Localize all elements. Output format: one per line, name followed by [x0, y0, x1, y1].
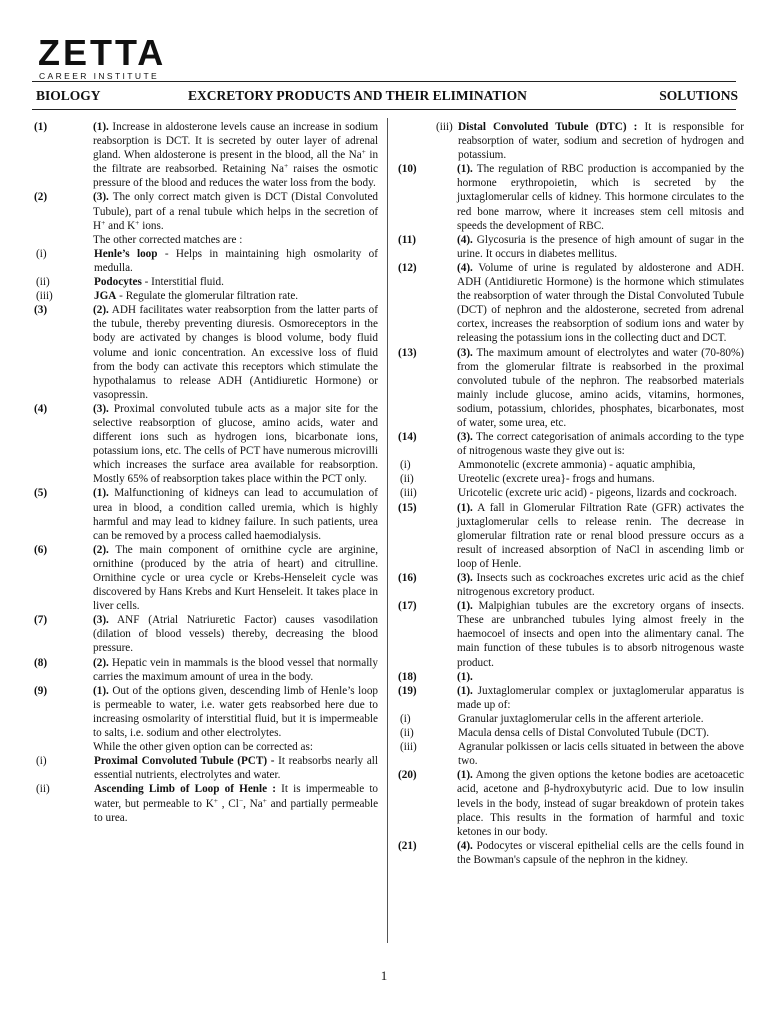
- answer-option: (1).: [93, 684, 109, 697]
- question-number: (21): [398, 839, 417, 852]
- sub-point: [398, 486, 744, 500]
- header-rule-bottom: [32, 109, 736, 110]
- explanation-text: Glycosuria is the presence of high amount of sugar in the urine. It occurs in diabetes mellitus.: [457, 233, 744, 260]
- answer-option: (4).: [457, 261, 473, 274]
- solution-item: [398, 571, 744, 599]
- sub-point: [398, 740, 744, 768]
- question-number: (19): [398, 684, 417, 697]
- left-column: [34, 120, 378, 825]
- solution-item: [398, 599, 744, 669]
- question-number: (4): [34, 402, 48, 415]
- answer-option: (4).: [457, 233, 473, 246]
- sub-point: [398, 726, 744, 740]
- sub-point-text: Macula densa cells of Distal Convoluted Tubule (DCT).: [458, 727, 710, 740]
- question-number: (17): [398, 600, 417, 613]
- solution-item: [398, 839, 744, 867]
- question-number: (6): [34, 543, 48, 556]
- sub-point-text: It is responsible for reabsorption of water, sodium and secretion of hydrogen and potassium.: [458, 121, 744, 162]
- solution-item: [398, 501, 744, 571]
- right-column: [398, 120, 744, 867]
- sub-point-label: (iii): [400, 487, 417, 500]
- sub-point: [398, 458, 744, 472]
- sub-point-text: Ammonotelic (excrete ammonia) - aquatic amphibia,: [458, 459, 696, 472]
- header-rule-top: [32, 81, 736, 82]
- sub-point-label: (ii): [36, 783, 50, 796]
- sub-point-label: (iii): [36, 290, 53, 303]
- sub-point-label: (i): [36, 755, 47, 768]
- explanation-text: Podocytes or visceral epithelial cells are the cells found in the Bowman's capsule of the nephron in the kidney.: [457, 839, 745, 866]
- explanation-text: Out of the options given, descending limb of Henle’s loop is permeable to water, i.e. water gets reabsorbed here due to increasing osmolarity of interstitial fluid, but it is impermeable to salts, i.e. sodium and other electrolytes.: [93, 684, 379, 740]
- sub-point-label: (ii): [36, 276, 50, 289]
- explanation-note: The other corrected matches are :: [93, 233, 243, 246]
- solution-item: [398, 233, 744, 261]
- explanation-text: Juxtaglomerular complex or juxtaglomerular apparatus is made up of:: [457, 684, 744, 711]
- charge-sign: +: [283, 161, 289, 171]
- explanation-text: Volume of urine is regulated by aldosterone and ADH. ADH (Antidiuretic Hormone) is the hormone which stimulates the reabsorption of water through the Distal Convoluted Tubule (DCT) of nephron and the aldosterone, secreted from adrenal cortex, increases the reabsorption of sodium ions and water by releasing the potassium ions in the collecting duct and DCT.: [457, 261, 744, 345]
- sub-point-label: (i): [400, 459, 411, 472]
- sub-point: [398, 472, 744, 486]
- answer-option: (3).: [93, 191, 109, 204]
- solution-item: [398, 346, 744, 431]
- question-number: (14): [398, 431, 417, 444]
- explanation-text: Malfunctioning of kidneys can lead to accumulation of urea in blood, a condition called uremia, which is highly harmful and may lead to kidney failure. In such patients, urea can be removed by a process called haemodialysis.: [93, 487, 378, 542]
- sub-point-text: It is impermeable to water, but permeable to K+ , Cl−, Na+ and partially permeable to urea.: [94, 783, 379, 824]
- charge-sign: +: [101, 217, 106, 227]
- sub-point: [34, 275, 378, 289]
- sub-point: [34, 289, 378, 303]
- explanation-text: The regulation of RBC production is accompanied by the hormone erythropoietin, which is secreted by the juxtaglomerular cells of kidney. This hormone circulates to the red bone marrow, where it increases stem cell mitosis and speeds the development of RBC.: [457, 163, 744, 232]
- answer-option: (1).: [457, 684, 473, 697]
- chapter-title: EXCRETORY PRODUCTS AND THEIR ELIMINATION: [188, 88, 527, 103]
- answer-option: (3).: [93, 614, 109, 627]
- explanation-text: A fall in Glomerular Filtration Rate (GFR) activates the juxtaglomerular cells to release renin. The decrease in glomerular filtration rate or renal blood pressure occurs as a result of increased absorption of NaCl in ascending limb or loop of Henle.: [457, 501, 744, 570]
- explanation-text: The main component of ornithine cycle are arginine, ornithine (produced by the atria of heart) and citrulline. Ornithine cycle or urea cycle or Krebs-Henseleit cycle was discovered by Hans Krebs and Kurt Henseleit. It takes place in liver cells.: [93, 543, 378, 613]
- question-number: (2): [34, 191, 48, 204]
- charge-sign: +: [135, 217, 140, 227]
- solution-item: [34, 402, 378, 487]
- answer-option: (3).: [457, 431, 473, 444]
- sub-point-term: Henle’s loop: [94, 247, 158, 260]
- sub-point: [34, 247, 378, 275]
- answer-option: (3).: [457, 572, 473, 584]
- sub-point-term: JGA: [94, 290, 117, 303]
- explanation-text: Hepatic vein in mammals is the blood vessel that normally carries the maximum amount of urea in the body.: [93, 656, 379, 683]
- solution-item: [34, 486, 378, 542]
- solution-item: [398, 261, 744, 346]
- column-divider: [387, 118, 388, 943]
- sub-point-term: Distal Convoluted Tubule (DTC) :: [458, 121, 638, 133]
- question-number: (20): [398, 769, 417, 782]
- logo-tagline: CAREER INSTITUTE: [39, 71, 160, 81]
- question-number: (15): [398, 501, 417, 514]
- subject-label: BIOLOGY: [36, 88, 101, 103]
- question-number: (10): [398, 163, 417, 176]
- sub-point-label: (ii): [400, 473, 414, 486]
- charge-sign: +: [262, 795, 267, 805]
- solution-item: [34, 543, 378, 613]
- page-header: [36, 88, 738, 106]
- sub-point-text: Granular juxtaglomerular cells in the afferent arteriole.: [458, 712, 704, 725]
- answer-option: (3).: [93, 402, 109, 415]
- solutions-label: SOLUTIONS: [659, 88, 738, 103]
- logo-wordmark: ZETTA: [38, 32, 167, 73]
- solution-item: [398, 684, 744, 712]
- solution-item: [398, 768, 744, 838]
- question-number: (11): [398, 233, 417, 246]
- explanation-text: Insects such as cockroaches excretes uric acid as the chief nitrogenous excretory product.: [457, 572, 744, 599]
- sub-point: [34, 754, 378, 782]
- solution-item: [34, 120, 378, 190]
- question-number: (3): [34, 304, 48, 317]
- explanation-text: Proximal convoluted tubule acts as a major site for the selective reabsorption of glucose, amino acids, water and different ions such as hydrogen ions, bicarbonate ions, potassium ions, etc. The cells of PCT have numerous microvilli which increases the surface area available for reabsorption. Mostly 65% of reabsorption takes place within the PCT only.: [93, 402, 378, 486]
- solution-item: [398, 430, 744, 458]
- solution-item: [34, 613, 378, 655]
- sub-point-label: (ii): [400, 727, 414, 740]
- sub-point: [398, 712, 744, 726]
- question-number: (7): [34, 614, 48, 627]
- question-number: (9): [34, 684, 48, 697]
- answer-option: (2).: [93, 656, 109, 669]
- question-number: (8): [34, 656, 48, 669]
- explanation-note: While the other given option can be corrected as:: [93, 741, 313, 754]
- sub-point-text: - Helps in maintaining high osmolarity of medulla.: [94, 247, 378, 274]
- question-number: (13): [398, 346, 417, 359]
- sub-point: [34, 782, 378, 824]
- charge-sign: +: [213, 795, 219, 805]
- sub-point-label: (i): [36, 247, 47, 260]
- page-number: 1: [380, 968, 388, 983]
- sub-point-text: Agranular polkissen or lacis cells situated in between the above two.: [458, 741, 744, 768]
- question-number: (12): [398, 261, 417, 274]
- sub-point-term: Ascending Limb of Loop of Henle :: [94, 783, 276, 796]
- sub-point: [398, 120, 744, 162]
- question-number: (18): [398, 670, 417, 683]
- sub-point-text: - Interstitial fluid.: [141, 276, 224, 289]
- explanation-text: ADH facilitates water reabsorption from the latter parts of the tubule, thereby preventing diuresis. Osmoreceptors in the body are activated by changes is blood volume, body fluid volume and ionic concentration. An excessive loss of fluid from the body can activate this receptors which stimulate the hypothalamus to release ADH (Antidiuretic Hormone) or vasopressin.: [93, 304, 378, 401]
- brand-logo: [38, 32, 167, 81]
- explanation-text: The only correct match given is DCT (Distal Convoluted Tubule), part of a renal tubule which helps in the secretion of H+ and K+ ions.: [93, 191, 379, 232]
- sub-point-label: (iii): [436, 121, 453, 133]
- explanation-text: ANF (Atrial Natriuretic Factor) causes vasodilation (dilation of blood vessels) thereby, decreasing the blood pressure.: [93, 614, 378, 655]
- solution-item: [398, 162, 744, 232]
- sub-point-term: Podocytes: [94, 276, 142, 289]
- answer-option: (2).: [93, 304, 109, 317]
- question-number: (1): [34, 121, 48, 133]
- sub-point-term: Proximal Convoluted Tubule (PCT) -: [94, 755, 275, 768]
- solution-item: [34, 656, 378, 684]
- explanation-text: The correct categorisation of animals according to the type of nitrogenous waste they give out is:: [457, 431, 744, 458]
- question-number: (5): [34, 487, 48, 500]
- explanation-text: Increase in aldosterone levels cause an increase in sodium reabsorption is DCT. It is secreted by outer layer of adrenal gland. When aldosterone is present in the blood, all the Na+ in the filtrate are reabsorbed. Retaining Na+ raises the osmotic pressure of the blood and reduces the water loss from the body.: [93, 121, 379, 190]
- sub-point-text: Uricotelic (excrete uric acid) - pigeons, lizards and cockroach.: [458, 487, 737, 500]
- answer-option: (1).: [93, 121, 109, 133]
- sub-point-label: (iii): [400, 741, 417, 754]
- question-number: (16): [398, 572, 417, 584]
- sub-point-text: It reabsorbs nearly all essential nutrients, electrolytes and water.: [94, 755, 379, 782]
- answer-option: (1).: [457, 501, 473, 514]
- solution-item: [398, 670, 744, 684]
- sub-point-text: Ureotelic (excrete urea}- frogs and humans.: [458, 473, 655, 486]
- answer-option: (1).: [457, 163, 473, 176]
- answer-option: (1).: [457, 670, 473, 683]
- sub-point-text: - Regulate the glomerular filtration rate.: [116, 290, 299, 303]
- answer-option: (1).: [93, 487, 109, 500]
- sub-point-label: (i): [400, 712, 411, 725]
- answer-option: (3).: [457, 346, 473, 359]
- explanation-text: The maximum amount of electrolytes and water (70-80%) from the glomerular filtrate is reabsorbed in the proximal convoluted tubule of the nephron. The reabsorbed materials mainly include glucose, amino acids, vitamins, hormones, sodium, potassium, chlorides, phosphates, bicarbonates, most of water, some urea, etc.: [457, 346, 744, 429]
- answer-option: (1).: [457, 769, 473, 782]
- charge-sign: +: [361, 147, 366, 157]
- explanation-text: Among the given options the ketone bodies are acetoacetic acid, acetone and β-hydroxybutyric acid. Due to low insulin levels in the body, instead of sugar breakdown of protein takes place. This results in the formation of harmful and toxic ketones in our body.: [457, 769, 744, 838]
- answer-option: (2).: [93, 543, 109, 556]
- answer-option: (4).: [457, 839, 473, 852]
- solution-item: [34, 190, 378, 232]
- solution-item: [34, 303, 378, 402]
- solution-item: [34, 684, 378, 740]
- answer-option: (1).: [457, 600, 473, 613]
- charge-sign: −: [238, 795, 244, 805]
- explanation-text: Malpighian tubules are the excretory organs of insects. These are unbranched tubules lying almost freely in the haemocoel of insects and open into the alimentary canal. The main function of these tubules is to absorb nitrogenous waste product.: [457, 600, 744, 669]
